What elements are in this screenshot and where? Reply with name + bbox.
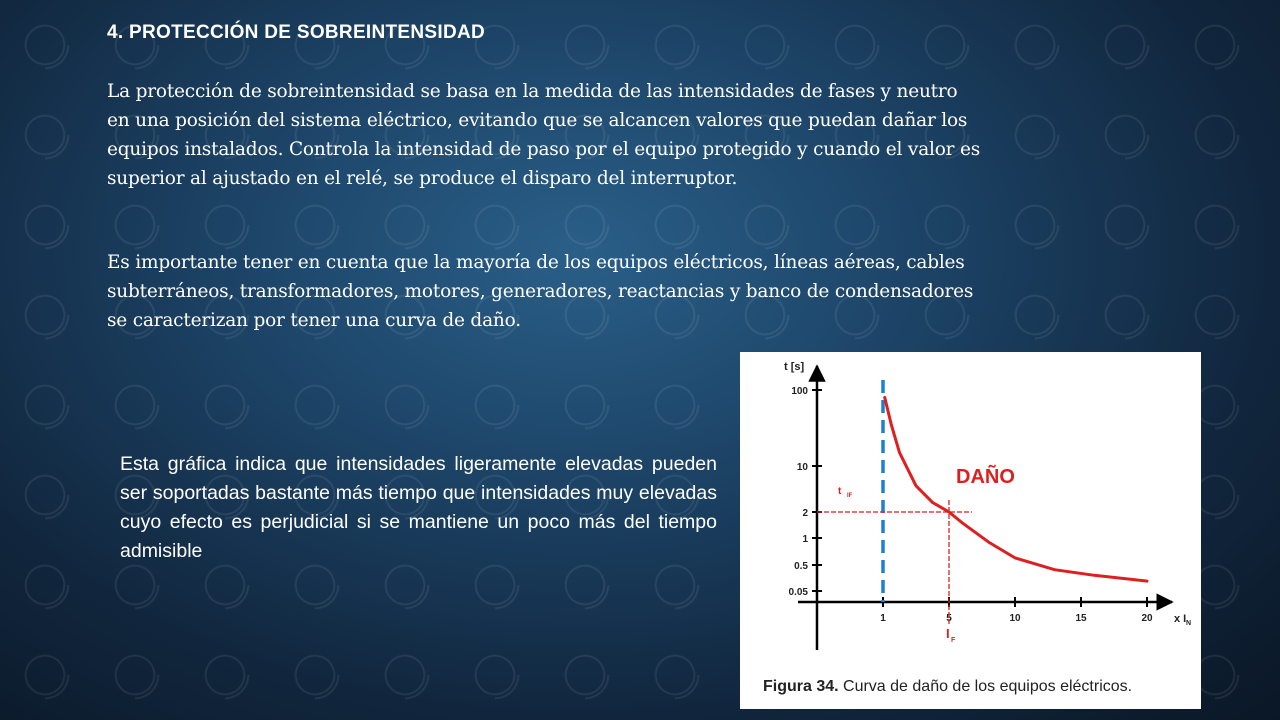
x-tick-label: 20 xyxy=(1141,613,1153,624)
x-tick-label: 15 xyxy=(1075,613,1087,624)
figure-caption-text: Curva de daño de los equipos eléctricos. xyxy=(838,678,1133,695)
damage-curve-line xyxy=(885,397,1147,581)
paragraph-damage-curve: Es importante tener en cuenta que la mayoría de los equipos eléctricos, líneas aéreas, cables subterráneos, transformadores, motores, generadores, reactancias y banco de condensadores se caracterizan por tener una curva de daño. xyxy=(107,252,974,331)
figure-caption xyxy=(763,678,1132,696)
y-axis-label: t [s] xyxy=(784,361,805,373)
damage-curve-chart xyxy=(740,352,1201,672)
y-tick-label: 0.05 xyxy=(788,587,808,598)
y-tick-label: 100 xyxy=(791,386,808,397)
y-tick-label: 0.5 xyxy=(794,561,808,572)
x-tick-label: 10 xyxy=(1009,613,1021,624)
x-tick-label: 1 xyxy=(880,613,886,624)
operating-current-label: I xyxy=(946,626,950,641)
paragraph-overcurrent-definition: La protección de sobreintensidad se basa en la medida de las intensidades de fases y neutro en una posición del sistema eléctrico, evitando que se alcancen valores que puedan dañar los equipos instalados. Controla la intensidad de paso por el equipo protegido y cuando el valor es superior al ajustado en el relé, se produce el disparo del interruptor. xyxy=(107,81,981,189)
figure-caption-label: Figura 34. xyxy=(763,678,839,695)
y-tick-label: 10 xyxy=(796,462,808,473)
x-tick-label: 5 xyxy=(946,613,952,624)
operating-current-label-subscript: F xyxy=(951,637,956,644)
operating-time-label: t xyxy=(838,486,842,497)
damage-region-label: DAÑO xyxy=(956,466,1015,488)
slide-title: 4. PROTECCIÓN DE SOBREINTENSIDAD xyxy=(107,22,486,43)
y-tick-label: 1 xyxy=(802,534,808,545)
x-axis-label-subscript: N xyxy=(1186,620,1192,627)
chart-explanation-text: Esta gráfica indica que intensidades ligeramente elevadas pueden ser soportadas bastante más tiempo que intensidades muy elevadas cuyo efecto es perjudicial si se mantiene un poco más del tiempo admisible xyxy=(120,453,717,562)
damage-curve-figure xyxy=(740,352,1201,709)
x-axis-label: x I xyxy=(1174,613,1187,625)
y-tick-label: 2 xyxy=(802,508,808,519)
operating-time-label-subscript: IF xyxy=(847,493,853,499)
